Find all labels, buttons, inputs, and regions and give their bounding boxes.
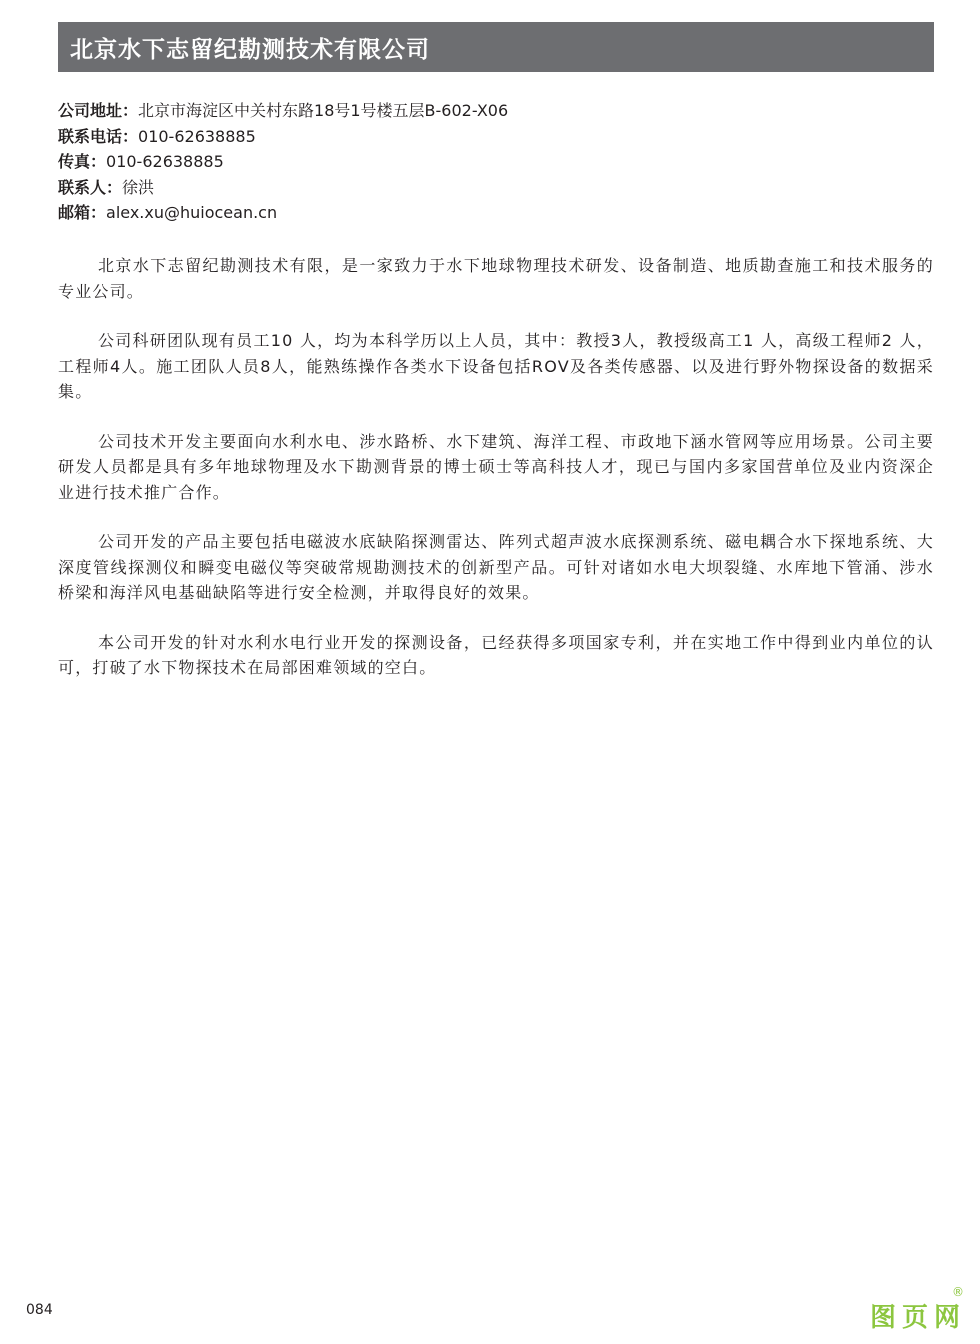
phone-value: 010-62638885 — [138, 126, 256, 146]
address-label: 公司地址： — [58, 101, 139, 120]
fax-label: 传真： — [58, 152, 107, 171]
watermark-logo — [869, 1285, 966, 1334]
registered-mark-icon: ® — [952, 1285, 964, 1299]
contact-person-line — [58, 175, 934, 201]
contact-person-label: 联系人： — [58, 177, 123, 197]
paragraph-intro: 北京水下志留纪勘测技术有限，是一家致力于水下地球物理技术研发、设备制造、地质勘查施工和技术服务的专业公司。 — [58, 256, 934, 301]
watermark-text: 图页网 — [869, 1303, 966, 1333]
paragraph-team: 公司科研团队现有员工10 人，均为本科学历以上人员，其中：教授3人，教授级高工1 人，高级工程师2 人，工程师4人。施工团队人员8人，能熟练操作各类水下设备包括ROV及各类传感器、以及进行野外物探设备的数据采集。 — [58, 331, 934, 401]
company-description — [58, 253, 934, 705]
email-label: 邮箱： — [58, 203, 107, 222]
contact-info — [58, 98, 934, 226]
address-value: 北京市海淀区中关村东路18号1号楼五层B-602-X06 — [138, 101, 509, 120]
fax-value: 010-62638885 — [106, 152, 224, 171]
paragraph-products: 公司开发的产品主要包括电磁波水底缺陷探测雷达、阵列式超声波水底探测系统、磁电耦合水下探地系统、大深度管线探测仪和瞬变电磁仪等突破常规勘测技术的创新型产品。可针对诸如水电大坝裂缝、水库地下管涌、涉水桥梁和海洋风电基础缺陷等进行安全检测，并取得良好的效果。 — [58, 532, 934, 602]
company-title-bar — [58, 22, 934, 72]
address-line — [58, 98, 934, 124]
contact-person-value: 徐洪 — [122, 177, 155, 197]
email-value: alex.xu@huiocean.cn — [106, 203, 278, 222]
fax-line — [58, 149, 934, 175]
email-line — [58, 200, 934, 226]
phone-label: 联系电话： — [58, 126, 139, 146]
phone-line — [58, 124, 934, 150]
paragraph-applications: 公司技术开发主要面向水利水电、涉水路桥、水下建筑、海洋工程、市政地下涵水管网等应用场景。公司主要研发人员都是具有多年地球物理及水下勘测背景的博士硕士等高科技人才，现已与国内多家国营单位及业内资深企业进行技术推广合作。 — [58, 431, 934, 502]
page-number: 084 — [26, 1302, 53, 1318]
paragraph-patents: 本公司开发的针对水利水电行业开发的探测设备，已经获得多项国家专利，并在实地工作中得到业内单位的认可，打破了水下物探技术在局部困难领域的空白。 — [58, 632, 934, 677]
company-title: 北京水下志留纪勘测技术有限公司 — [70, 36, 430, 63]
